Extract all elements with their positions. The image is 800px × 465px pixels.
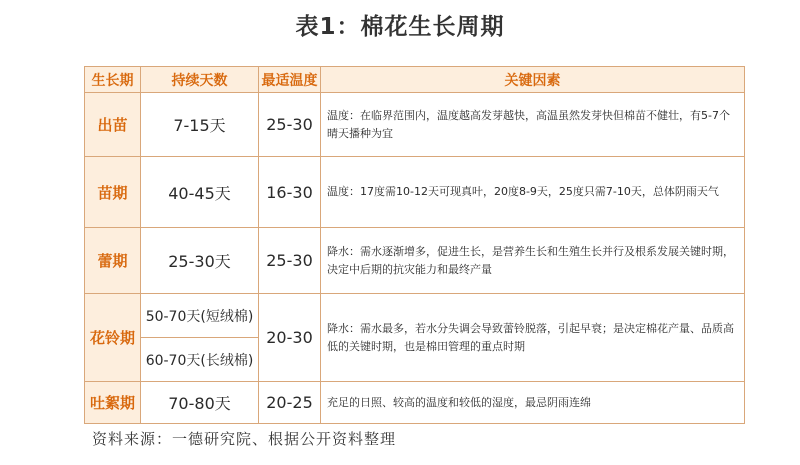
- header-stage: 生长期: [85, 67, 141, 93]
- factor-cell: 充足的日照、较高的温度和较低的湿度，最忌阴雨连绵: [321, 382, 745, 424]
- cotton-growth-table: [84, 66, 745, 424]
- days-cell: 50-70天(短绒棉): [141, 294, 259, 338]
- stage-cell: 出苗: [85, 93, 141, 157]
- table-row: [85, 157, 745, 228]
- temp-cell: 20-30: [259, 294, 321, 382]
- days-cell: 40-45天: [141, 157, 259, 228]
- stage-cell: 蕾期: [85, 228, 141, 294]
- header-row: [85, 67, 745, 93]
- header-factor: 关键因素: [321, 67, 745, 93]
- stage-cell: 吐絮期: [85, 382, 141, 424]
- days-cell: 70-80天: [141, 382, 259, 424]
- days-cell: 25-30天: [141, 228, 259, 294]
- header-days: 持续天数: [141, 67, 259, 93]
- table-row: [85, 294, 745, 338]
- temp-cell: 20-25: [259, 382, 321, 424]
- temp-cell: 16-30: [259, 157, 321, 228]
- table-row: [85, 228, 745, 294]
- stage-cell: 花铃期: [85, 294, 141, 382]
- source-note: 资料来源：一德研究院、根据公开资料整理: [92, 430, 397, 448]
- table-title: 表1：棉花生长周期: [295, 14, 505, 40]
- factor-cell: 温度：17度需10-12天可现真叶，20度8-9天，25度只需7-10天，总体阴雨天气: [321, 157, 745, 228]
- stage-cell: 苗期: [85, 157, 141, 228]
- days-cell: 7-15天: [141, 93, 259, 157]
- factor-cell: 降水：需水逐渐增多，促进生长，是营养生长和生殖生长并行及根系发展关键时期，决定中后期的抗灾能力和最终产量: [321, 228, 745, 294]
- days-cell: 60-70天(长绒棉): [141, 338, 259, 382]
- table-row: [85, 93, 745, 157]
- header-temp: 最适温度: [259, 67, 321, 93]
- factor-cell: 温度：在临界范围内，温度越高发芽越快，高温虽然发芽快但棉苗不健壮，有5-7个晴天播种为宜: [321, 93, 745, 157]
- temp-cell: 25-30: [259, 228, 321, 294]
- table-row: [85, 382, 745, 424]
- temp-cell: 25-30: [259, 93, 321, 157]
- factor-cell: 降水：需水最多，若水分失调会导致蕾铃脱落，引起早衰；是决定棉花产量、品质高低的关键时期，也是棉田管理的重点时期: [321, 294, 745, 382]
